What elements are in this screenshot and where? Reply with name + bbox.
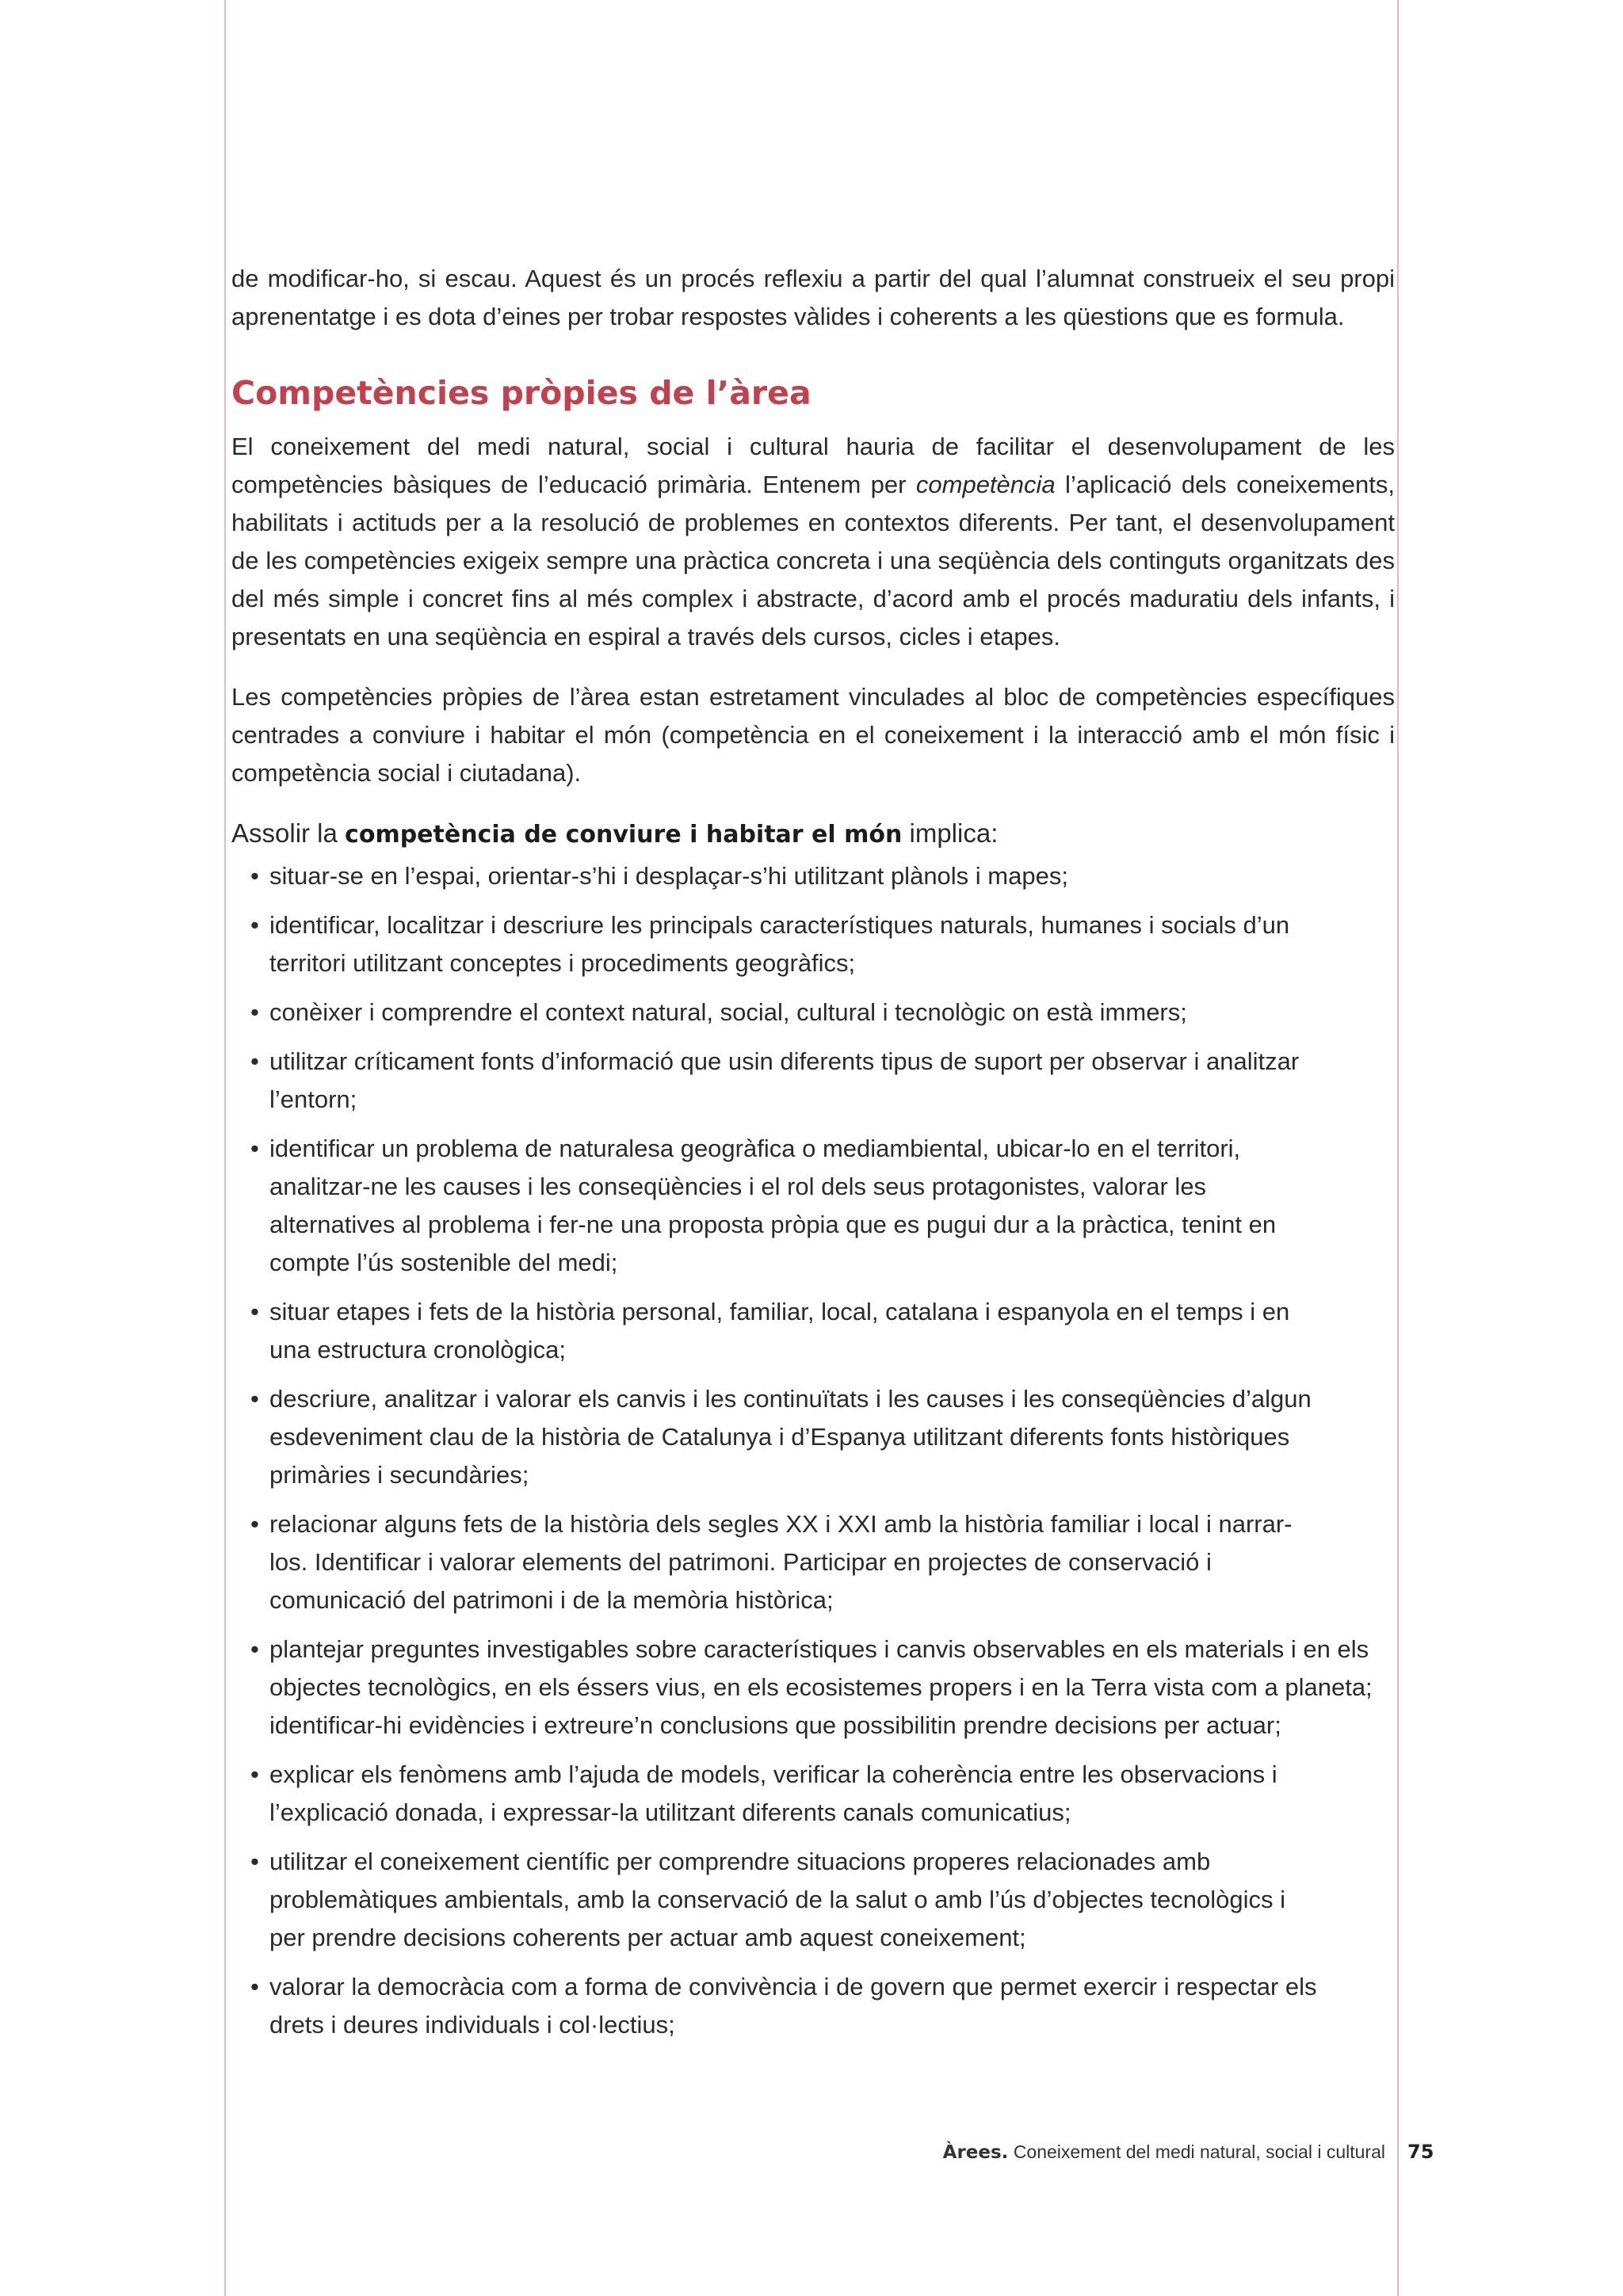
bullet-marker: • (250, 998, 259, 1026)
list-item-text: relacionar alguns fets de la història dels segles XX i XXI amb la història familiar i local i narrar-los. Identificar i valorar elements del patrimoni. Participar en projectes de conservació i comunicació del patrimoni i de la memòria històrica; (269, 1510, 1293, 1614)
section-title: Competències pròpies de l’àrea (231, 374, 812, 412)
competences-paragraph-1 (231, 428, 1395, 656)
para1-text-before: El coneixement del medi natural, social i cultural hauria de facilitar el desenvolupament de les competències bàsiques de l’educació primària. Entenem per (231, 433, 1395, 498)
list-item-text: identificar, localitzar i descriure les principals característiques naturals, humanes i socials d’un territori utilitzant conceptes i procediments geogràfics; (269, 911, 1290, 977)
list-item (250, 1043, 1323, 1119)
list-item-text: plantejar preguntes investigables sobre característiques i canvis observables en els materials i en els objectes tecnològics, en els éssers vius, en els ecosistemes propers i en la Terra vista com a planeta; identificar-hi evidències i extreure’n conclusions que possibilitin prendre decisions per actuar; (269, 1635, 1373, 1739)
list-item-text: utilitzar el coneixement científic per comprendre situacions properes relacionades amb problemàtiques ambientals, amb la conservació de la salut o amb l’ús d’objectes tecnològics i per prendre decisions coherents per actuar amb aquest coneixement; (269, 1848, 1286, 1951)
list-item-text: valorar la democràcia com a forma de convivència i de govern que permet exercir i respectar els drets i deures individuals i col·lectius; (269, 1973, 1317, 2039)
bullet-marker: • (250, 911, 259, 939)
list-item (250, 1380, 1323, 1494)
list-item-text: conèixer i comprendre el context natural, social, cultural i tecnològic on està immers; (269, 998, 1187, 1026)
list-item (250, 906, 1323, 982)
footer-area-name: Coneixement del medi natural, social i cultural (1013, 2142, 1385, 2162)
bullet-marker: • (250, 1047, 259, 1075)
para1-emphasis: competència (915, 471, 1056, 498)
list-item (250, 1630, 1400, 1745)
list-item (250, 1968, 1323, 2044)
list-item-text: situar etapes i fets de la història personal, familiar, local, catalana i espanyola en el temps i en una estructura cronològica; (269, 1298, 1290, 1363)
competence-list (231, 857, 1400, 2044)
lead-text-after: implica: (902, 818, 999, 848)
list-item (250, 1130, 1323, 1282)
list-item (250, 994, 1323, 1032)
footer-area-label: Àrees. (942, 2142, 1009, 2163)
page-number: 75 (1407, 2141, 1434, 2163)
bullet-marker: • (250, 1760, 259, 1788)
list-item-text: descriure, analitzar i valorar els canvis i les continuïtats i les causes i les conseqüències d’algun esdeveniment clau de la història de Catalunya i d’Espanya utilitzant diferents fonts històriques primàries i secundàries; (269, 1385, 1312, 1489)
bullet-marker: • (250, 1635, 259, 1663)
list-item-text: identificar un problema de naturalesa geogràfica o mediambiental, ubicar-lo en el territori, analitzar-ne les causes i les conseqüències i el rol dels seus protagonistes, valorar les alternatives al problema i fer-ne una proposta pròpia que es pugui dur a la pràctica, tenint en compte l’ús sostenible del medi; (269, 1135, 1277, 1276)
bullet-marker: • (250, 1973, 259, 2000)
list-item (250, 1505, 1323, 1619)
list-item (250, 1843, 1323, 1957)
competences-paragraph-2: Les competències pròpies de l’àrea estan estretament vinculades al bloc de competències específiques centrades a conviure i habitar el món (competència en el coneixement i la interacció amb el món físic i competència social i ciutadana). (231, 683, 1395, 787)
list-item (250, 1293, 1323, 1369)
intro-paragraph: de modificar-ho, si escau. Aquest és un procés reflexiu a partir del qual l’alumnat construeix el seu propi aprenentatge i es dota d’eines per trobar respostes vàlides i coherents a les qüestions que es formula. (231, 265, 1395, 330)
lead-strong: competència de conviure i habitar el món (345, 821, 903, 849)
competence-lead (231, 814, 1395, 854)
list-item-text: utilitzar críticament fonts d’informació que usin diferents tipus de suport per observar i analitzar l’entorn; (269, 1047, 1300, 1113)
list-item-text: situar-se en l’espai, orientar-s’hi i desplaçar-s’hi utilitzant plànols i mapes; (269, 862, 1068, 890)
bullet-marker: • (250, 1298, 259, 1325)
bullet-marker: • (250, 1385, 259, 1413)
bullet-marker: • (250, 1135, 259, 1162)
bullet-marker: • (250, 1848, 259, 1875)
running-footer (943, 2139, 1385, 2165)
bullet-marker: • (250, 862, 259, 890)
page-content (231, 260, 1395, 2055)
lead-text-before: Assolir la (231, 818, 346, 848)
left-margin-rule (224, 0, 226, 2296)
list-item (250, 1756, 1323, 1832)
para1-text-after: l’aplicació dels coneixements, habilitats i actituds per a la resolució de problemes en contextos diferents. Per tant, el desenvolupament de les competències exigeix sempre una pràctica concreta i una seqüència dels continguts organitzats des del més simple i concret fins al més complex i abstracte, d’acord amb el procés maduratiu dels infants, i presentats en una seqüència en espiral a través dels cursos, cicles i etapes. (231, 471, 1395, 650)
list-item (250, 857, 1323, 895)
bullet-marker: • (250, 1510, 259, 1538)
list-item-text: explicar els fenòmens amb l’ajuda de models, verificar la coherència entre les observacions i l’explicació donada, i expressar-la utilitzant diferents canals comunicatius; (269, 1760, 1277, 1826)
